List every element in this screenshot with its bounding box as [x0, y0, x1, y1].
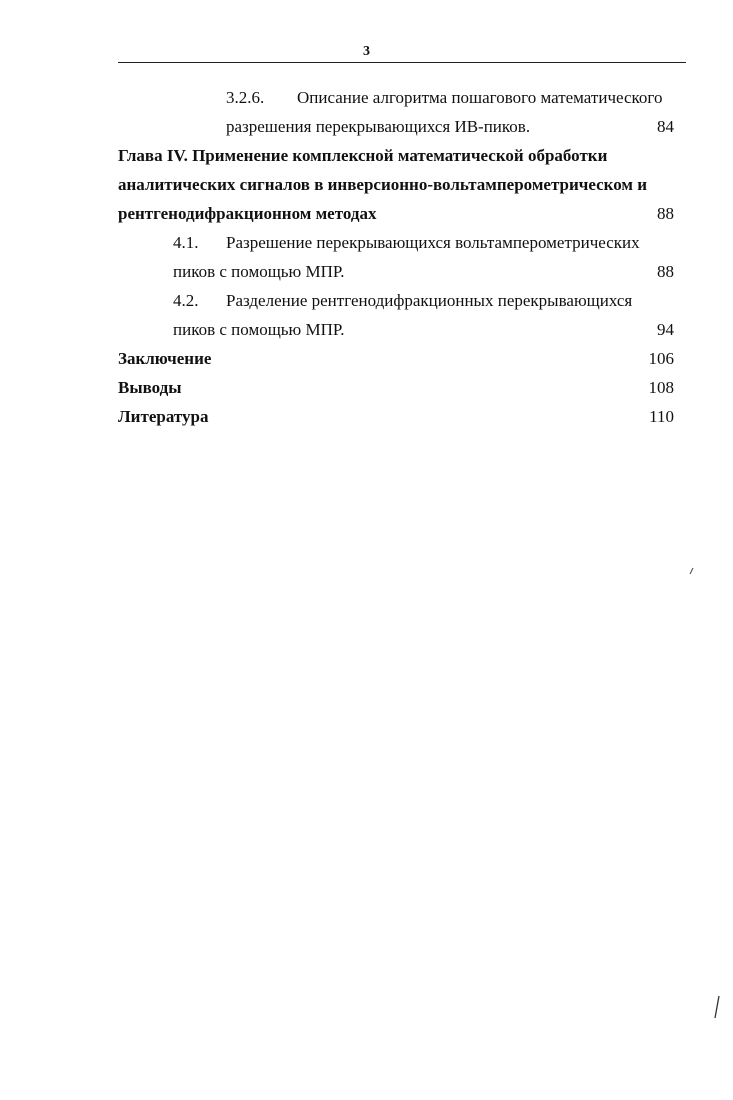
toc-conclusion-label: Заключение: [118, 349, 212, 368]
toc-ch4-title-line1: Глава IV. Применение комплексной математической обработки: [118, 146, 608, 165]
toc-42-title-line1: Разделение рентгенодифракционных перекрывающихся: [226, 291, 633, 310]
toc-conclusion-page: 106: [648, 349, 674, 368]
toc-41-title-line1: Разрешение перекрывающихся вольтамперометрических: [226, 233, 640, 252]
toc-literature-page: 110: [649, 407, 674, 426]
page-number: 3: [363, 44, 370, 59]
toc-ch4-title-line3: рентгенодифракционном методах: [118, 204, 377, 223]
toc-326-title-line2: разрешения перекрывающихся ИВ-пиков.: [226, 117, 531, 136]
toc-42-page: 94: [657, 320, 674, 339]
toc-42-title-line2: пиков с помощью МПР.: [173, 320, 345, 339]
toc-41-page: 88: [657, 262, 674, 281]
toc-42-number: 4.2.: [173, 291, 199, 310]
toc-ch4-page: 88: [657, 204, 674, 223]
scan-artifact-mark: [688, 566, 696, 576]
toc-41-title-line2: пиков с помощью МПР.: [173, 262, 345, 281]
toc-326-number: 3.2.6.: [226, 88, 265, 107]
toc-ch4-title-line2: аналитических сигналов в инверсионно-вольтамперометрическом и: [118, 175, 648, 194]
scan-artifact-stroke: [712, 994, 722, 1020]
toc-literature-label: Литература: [118, 407, 209, 426]
toc-41-number: 4.1.: [173, 233, 199, 252]
header-rule: [118, 62, 686, 63]
toc-findings-label: Выводы: [118, 378, 182, 397]
toc-findings-page: 108: [648, 378, 674, 397]
toc-326-title-line1: Описание алгоритма пошагового математического: [297, 88, 663, 107]
toc-326-page: 84: [657, 117, 674, 136]
